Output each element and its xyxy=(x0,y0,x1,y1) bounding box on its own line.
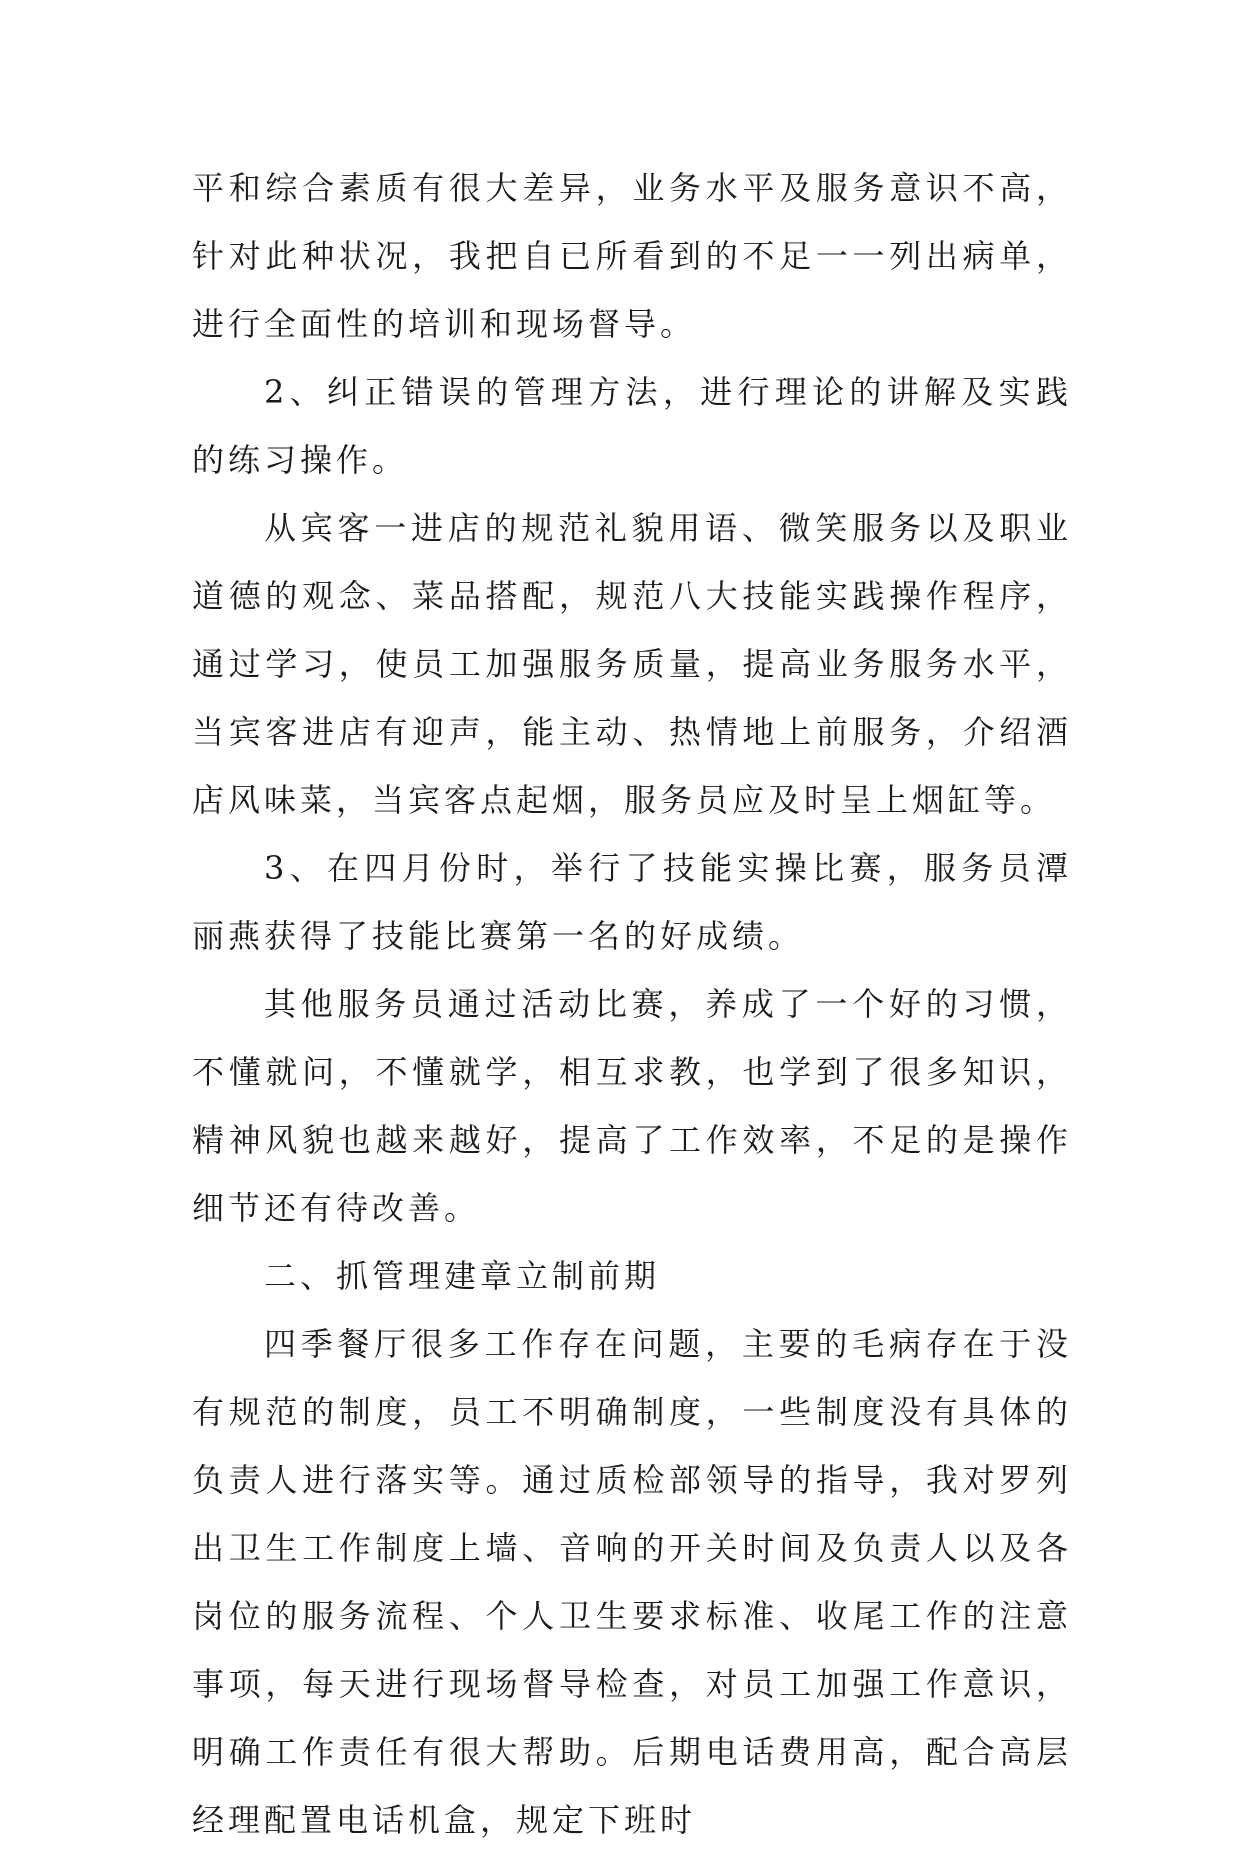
paragraph: 3、在四月份时，举行了技能实操比赛，服务员潭丽燕获得了技能比赛第一名的好成绩。 xyxy=(192,849,1072,955)
paragraph: 其他服务员通过活动比赛，养成了一个好的习惯，不懂就问，不懂就学，相互求教，也学到了很多知识，精神风貌也越来越好，提高了工作效率，不足的是操作细节还有待改善。 xyxy=(192,985,1072,1227)
document-body xyxy=(192,154,1072,1854)
paragraph: 2、纠正错误的管理方法，进行理论的讲解及实践的练习操作。 xyxy=(192,373,1072,479)
paragraph: 平和综合素质有很大差异，业务水平及服务意识不高，针对此种状况，我把自已所看到的不足一一列出病单，进行全面性的培训和现场督导。 xyxy=(192,169,1072,343)
section-heading: 二、抓管理建章立制前期 xyxy=(264,1257,661,1295)
paragraph: 四季餐厅很多工作存在问题，主要的毛病存在于没有规范的制度，员工不明确制度，一些制度没有具体的负责人进行落实等。通过质检部领导的指导，我对罗列出卫生工作制度上墙、音响的开关时间及负责人以及各岗位的服务流程、个人卫生要求标准、收尾工作的注意事项，每天进行现场督导检查，对员工加强工作意识，明确工作责任有很大帮助。后期电话费用高，配合高层经理配置电话机盒，规定下班时 xyxy=(192,1325,1072,1839)
paragraph: 从宾客一进店的规范礼貌用语、微笑服务以及职业道德的观念、菜品搭配，规范八大技能实践操作程序，通过学习，使员工加强服务质量，提高业务服务水平，当宾客进店有迎声，能主动、热情地上前服务，介绍酒店风味菜，当宾客点起烟，服务员应及时呈上烟缸等。 xyxy=(192,509,1072,819)
